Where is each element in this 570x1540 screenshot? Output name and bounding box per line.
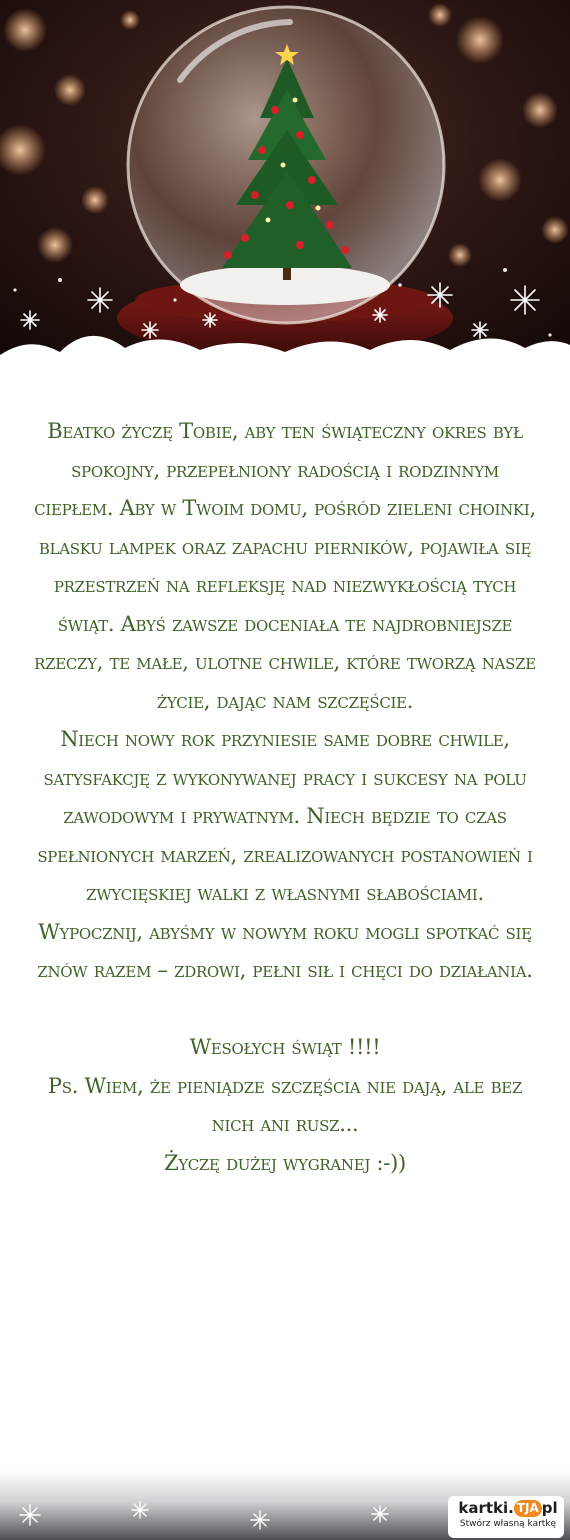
message-line: Wesołych świąt !!!!	[189, 1035, 381, 1059]
message-line: Życzę dużej wygranej :-))	[164, 1150, 406, 1175]
message-line: nich ani rusz...	[211, 1112, 359, 1136]
message-line: zawodowym i prywatnym. Niech będzie to czas	[63, 804, 507, 828]
message-line: przestrzeń na refleksję nad niezwykłością tych	[53, 573, 517, 597]
message-line: świąt. Abyś zawsze doceniała te najdrobniejsze	[57, 611, 513, 636]
message-line: zwycięskiej walki z własnymi słabościami.	[86, 881, 484, 905]
kartki-logo[interactable]	[454, 1498, 562, 1536]
message-line: Niech nowy rok przyniesie same dobre chwile,	[60, 727, 510, 751]
message-line: spełnionych marzeń, zrealizowanych postanowień i	[37, 842, 533, 867]
message-line: życie, dając nam szczęście.	[156, 688, 414, 713]
message-spacer	[22, 990, 548, 1029]
message-line: spokojny, przepełniony radością i rodzinnym	[71, 457, 499, 482]
logo-tagline: Stwórz własną kartkę	[459, 1519, 557, 1529]
message-line: Ps. Wiem, że pieniądze szczęścia nie dają, ale bez	[47, 1073, 523, 1098]
header-illustration	[0, 0, 570, 395]
snow-globe-scene	[0, 0, 570, 395]
message-line: Beatko życzę Tobie, aby ten świąteczny okres był	[47, 419, 523, 443]
message-line: rzeczy, te małe, ulotne chwile, które tworzą nasze	[34, 650, 536, 674]
logo-text: kartki. TJA pl	[458, 1499, 558, 1517]
greeting-message	[22, 412, 548, 1182]
message-line: ciepłem. Aby w Twoim domu, pośród zieleni choinki,	[34, 496, 536, 520]
logo-badge: TJA	[514, 1500, 542, 1517]
message-line: blasku lampek oraz zapachu pierników, pojawiła się	[38, 534, 532, 559]
message-line: Wypocznij, abyśmy w nowym roku mogli spotkać się	[38, 919, 532, 944]
message-line: satysfakcję z wykonywanej pracy i sukcesy na polu	[43, 765, 527, 790]
footer-decoration	[0, 1470, 570, 1540]
message-line: znów razem – zdrowi, pełni sił i chęci do działania.	[37, 958, 533, 982]
